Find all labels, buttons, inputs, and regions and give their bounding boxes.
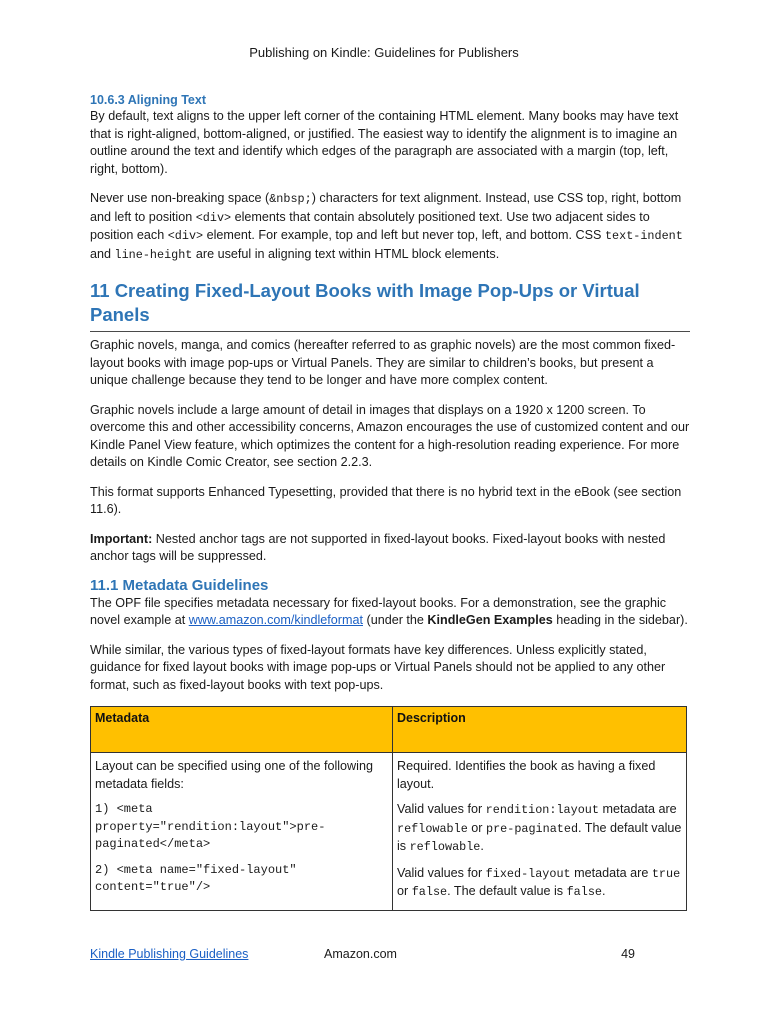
chapter-heading-11: 11 Creating Fixed-Layout Books with Image Pop-Ups or Virtual Panels [90, 279, 690, 332]
page-number: 49 [621, 947, 635, 961]
paragraph-important-note: Important: Nested anchor tags are not supported in fixed-layout books. Fixed-layout books with nested anchor tags will be suppressed. [90, 531, 666, 563]
kindleformat-link[interactable]: www.amazon.com/kindleformat [188, 613, 363, 627]
table-header-metadata: Metadata [91, 707, 393, 753]
page-content [90, 93, 690, 911]
inline-code: <div> [167, 229, 204, 243]
metadata-code-2: 2) <meta name="fixed-layout" content="true"/> [95, 862, 297, 894]
inline-code: <div> [195, 210, 232, 225]
inline-code: line-height [114, 247, 193, 262]
description-fixed-layout: Valid values for fixed-layout metadata are true or false. The default value is false. [397, 865, 681, 899]
important-label: Important: [90, 531, 153, 546]
metadata-table [90, 706, 687, 911]
table-cell-description [393, 753, 687, 911]
table-cell-metadata [91, 753, 393, 911]
paragraph-opf-metadata: The OPF file specifies metadata necessary for fixed-layout books. For a demonstration, see the graphic novel example at www.amazon.com/kindleformat (under the KindleGen Examples heading in the sidebar). [90, 595, 688, 627]
running-header: Publishing on Kindle: Guidelines for Publishers [249, 45, 519, 60]
footer-publisher: Amazon.com [324, 947, 397, 961]
description-rendition-layout: Valid values for rendition:layout metadata are reflowable or pre-paginated. The default value is reflowable. [397, 802, 682, 854]
section-heading-10-6-3: 10.6.3 Aligning Text [90, 93, 206, 107]
table-header-row [91, 707, 687, 753]
paragraph-graphic-novels-intro: Graphic novels, manga, and comics (hereafter referred to as graphic novels) are the most common fixed-layout books with image pop-ups or Virtual Panels. They are similar to children’s books, but present a unique challenge because they tend to be longer and have more complex content. [90, 338, 676, 387]
table-header-description: Description [393, 707, 687, 753]
metadata-intro: Layout can be specified using one of the following metadata fields: [95, 759, 373, 791]
paragraph-graphic-novels-detail: Graphic novels include a large amount of detail in images that displays on a 1920 x 1200 screen. To overcome this and other accessibility concerns, Amazon encourages the use of customized content and our Kindle Panel View feature, which optimizes the content for a high-resolution reading experience. For more details on Kindle Comic Creator, see section 2.2.3. [90, 402, 690, 469]
paragraph-aligning-text: By default, text aligns to the upper left corner of the containing HTML element. Many books may have text that is right-aligned, bottom-aligned, or justified. The easiest way to identify the alignment is to imagine an outline around the text and identify which edges of the paragraph are associated with a margin (top, left, right, bottom). [90, 109, 679, 176]
metadata-code-1: 1) <meta property="rendition:layout">pre-paginated</meta> [95, 802, 326, 851]
paragraph-enhanced-typesetting: This format supports Enhanced Typesetting, provided that there is no hybrid text in the eBook (see section 11.6). [90, 484, 682, 516]
section-heading-11-1: 11.1 Metadata Guidelines [90, 576, 269, 594]
footer-guidelines-link[interactable]: Kindle Publishing Guidelines [90, 947, 249, 961]
description-required: Required. Identifies the book as having a fixed layout. [397, 759, 656, 791]
paragraph-format-differences: While similar, the various types of fixed-layout formats have key differences. Unless explicitly stated, guidance for fixed layout books with image pop-ups or Virtual Panels should not be applied to any other format, such as fixed-layout books with text pop-ups. [90, 642, 666, 692]
inline-code: &nbsp; [269, 192, 312, 206]
inline-code: text-indent [604, 229, 683, 243]
table-row [91, 753, 687, 911]
paragraph-nbsp-guidance: Never use non-breaking space (&nbsp;) characters for text alignment. Instead, use CSS top, right, bottom and left to position <div> elements that contain absolutely positioned text. Use two adjacent sides to position each <div> element. For example, top and left but never top, left, and bottom. CSS text-indent and line-height are useful in aligning text within HTML block elements. [90, 191, 683, 262]
